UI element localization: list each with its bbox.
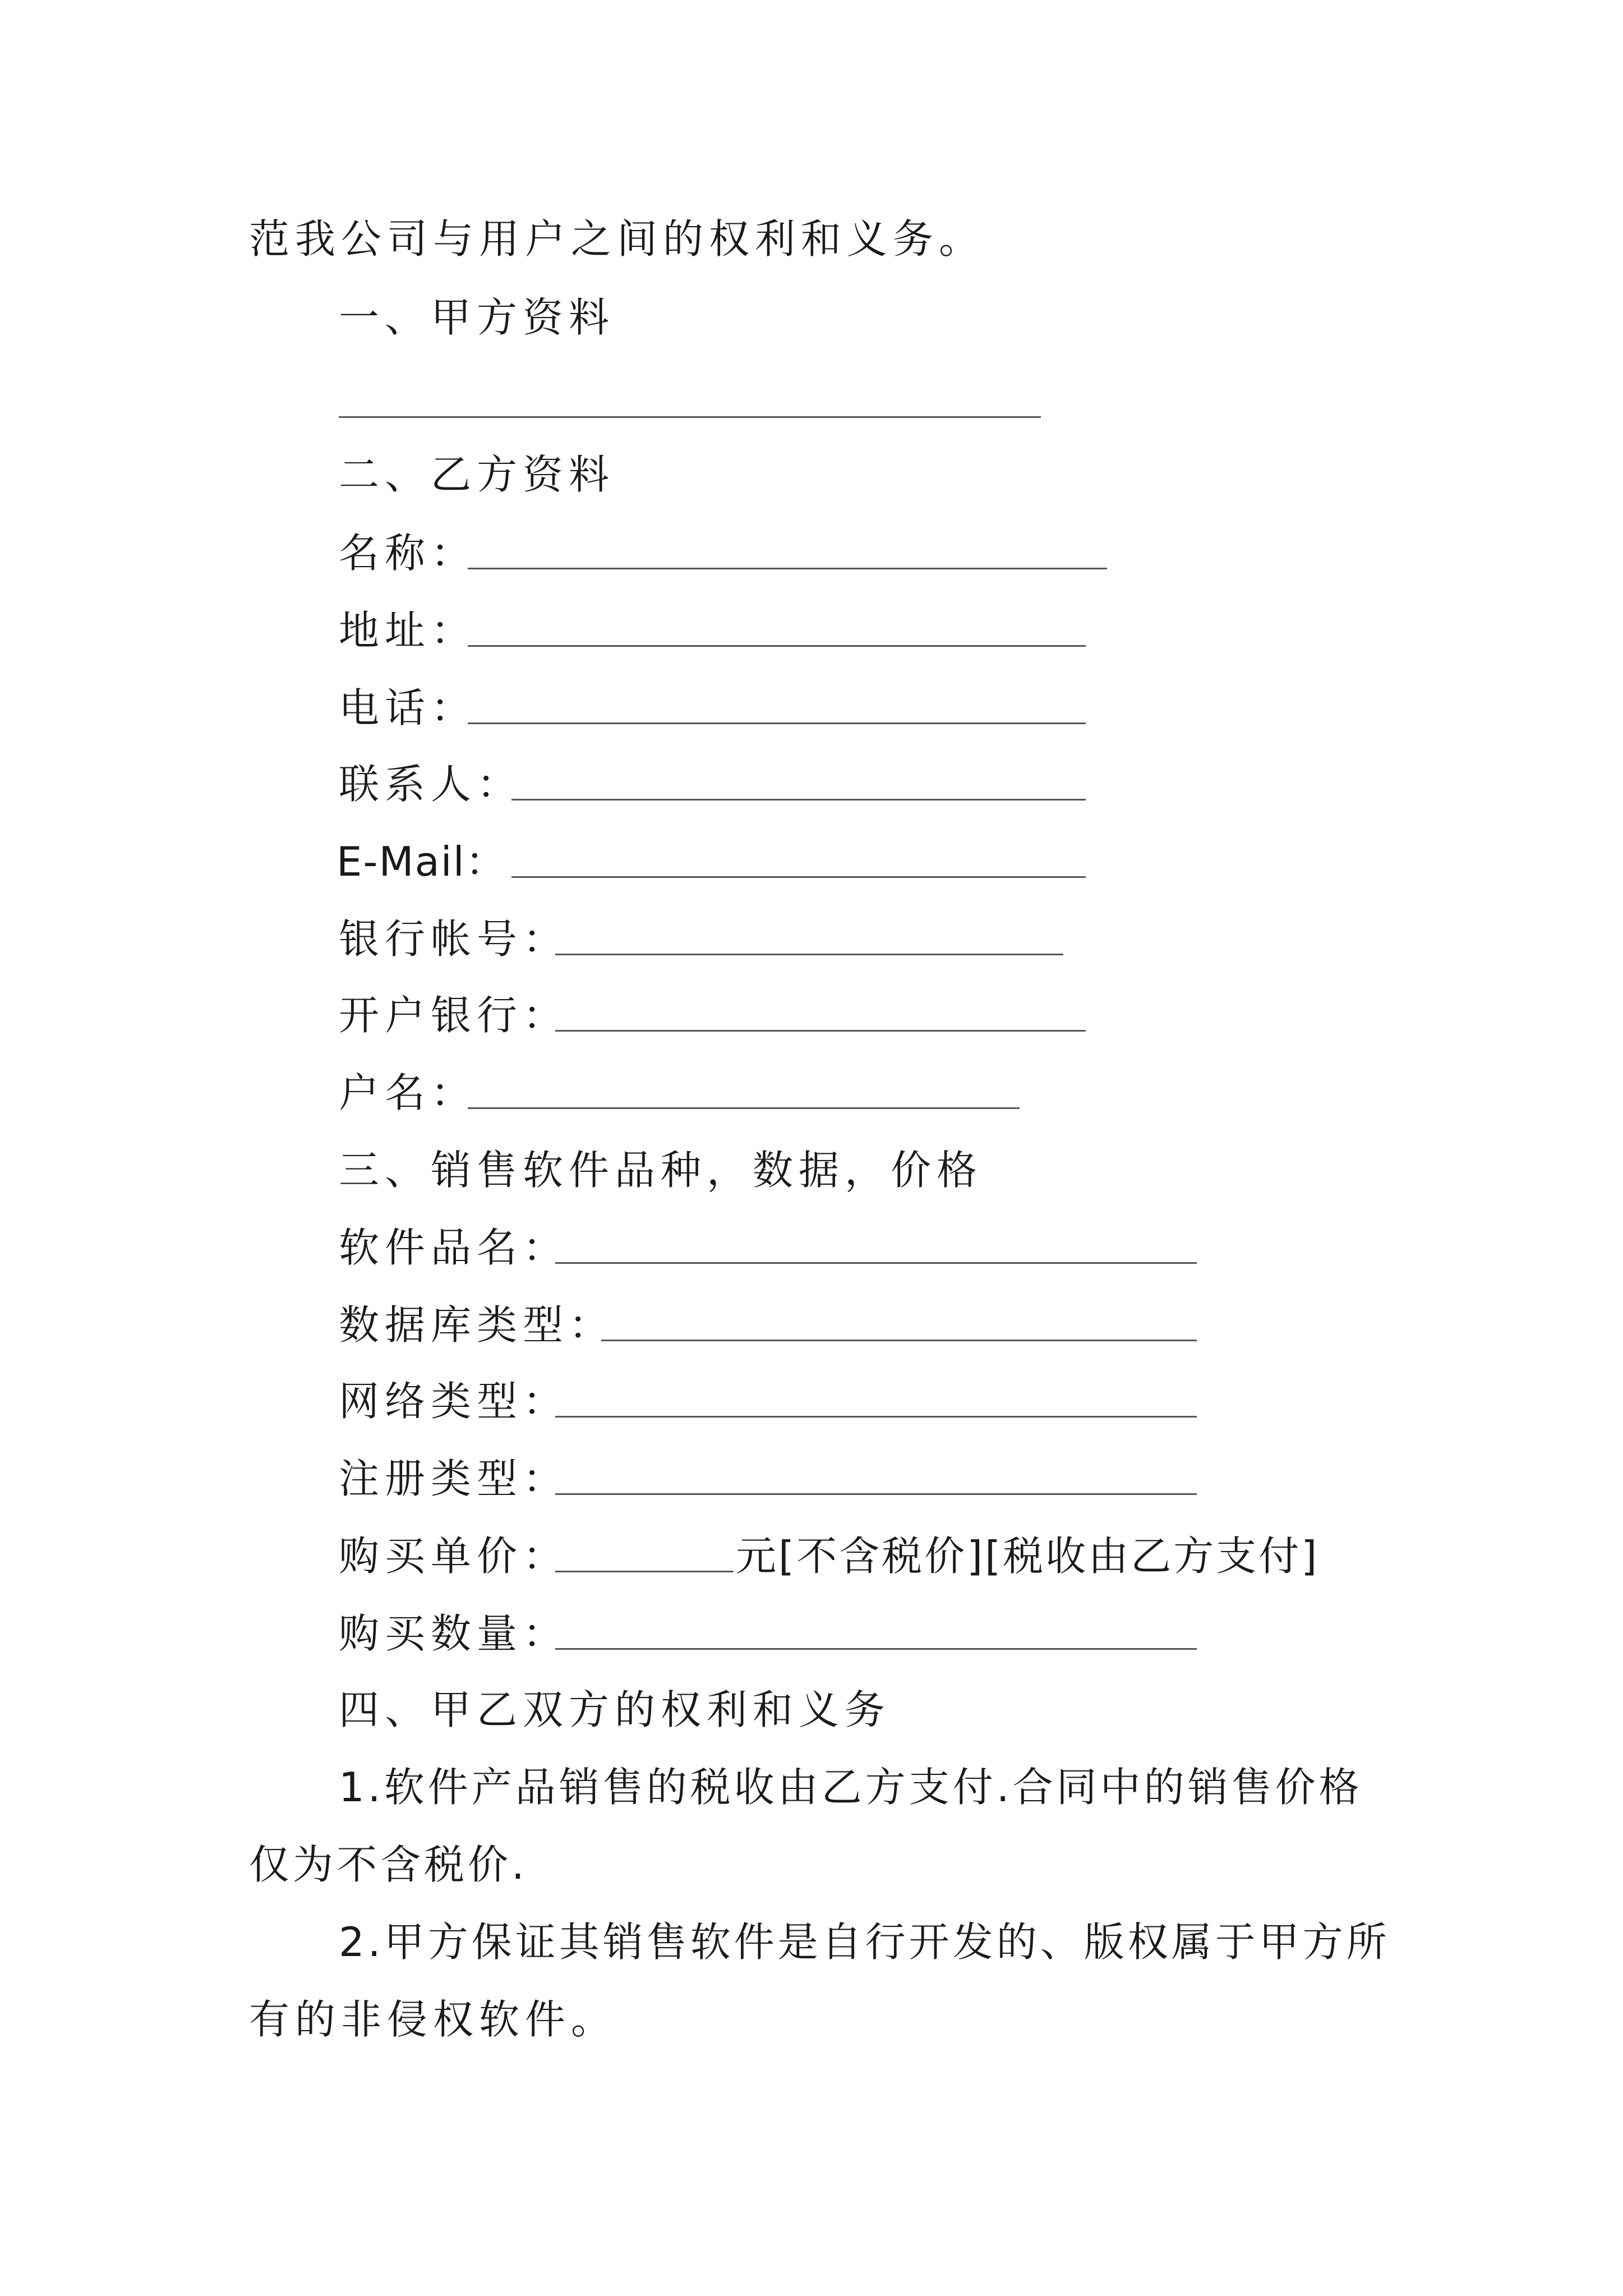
bank-label: 开户银行： bbox=[339, 992, 569, 1039]
quantity-label: 购买数量： bbox=[339, 1610, 569, 1657]
address-label: 地址： bbox=[339, 607, 477, 654]
email-blank[interactable] bbox=[511, 876, 1086, 878]
account-name-blank[interactable] bbox=[468, 1107, 1020, 1109]
section4-heading: 四、甲乙双方的权利和义务 bbox=[339, 1686, 891, 1733]
software-name-label: 软件品名： bbox=[339, 1224, 569, 1271]
account-name-label: 户名： bbox=[339, 1069, 477, 1116]
bank-account-blank[interactable] bbox=[555, 954, 1063, 955]
item1-line1: 1.软件产品销售的税收由乙方支付.合同中的销售价格 bbox=[339, 1764, 1363, 1811]
bank-blank[interactable] bbox=[555, 1030, 1086, 1032]
email-label: E-Mail： bbox=[336, 838, 507, 885]
db-type-label: 数据库类型： bbox=[339, 1301, 615, 1349]
bank-account-label: 银行帐号： bbox=[339, 915, 569, 963]
contact-blank[interactable] bbox=[511, 799, 1086, 800]
network-type-label: 网络类型： bbox=[339, 1378, 569, 1425]
network-type-blank[interactable] bbox=[555, 1416, 1197, 1418]
reg-type-label: 注册类型： bbox=[339, 1455, 569, 1502]
item2-line1: 2.甲方保证其销售软件是自行开发的、版权属于甲方所 bbox=[339, 1918, 1390, 1966]
intro-tail: 范我公司与用户之间的权利和义务。 bbox=[249, 215, 985, 263]
party-a-blank[interactable] bbox=[339, 416, 1041, 418]
name-label: 名称： bbox=[339, 530, 477, 577]
software-name-blank[interactable] bbox=[555, 1262, 1197, 1264]
db-type-blank[interactable] bbox=[601, 1340, 1197, 1341]
unit-price-blank[interactable] bbox=[555, 1571, 734, 1572]
unit-price-label: 购买单价： bbox=[339, 1533, 569, 1580]
phone-blank[interactable] bbox=[468, 723, 1086, 724]
section2-heading: 二、乙方资料 bbox=[339, 451, 615, 498]
contact-label: 联系人： bbox=[339, 761, 523, 808]
section3-heading: 三、销售软件品种，数据，价格 bbox=[339, 1147, 983, 1194]
phone-label: 电话： bbox=[339, 684, 477, 731]
address-blank[interactable] bbox=[468, 645, 1086, 647]
unit-price-suffix: 元[不含税价][税收由乙方支付] bbox=[736, 1533, 1320, 1580]
section1-heading: 一、甲方资料 bbox=[339, 294, 615, 341]
item2-line2: 有的非侵权软件。 bbox=[249, 1996, 617, 2043]
name-blank[interactable] bbox=[468, 568, 1107, 569]
item1-line2: 仅为不含税价. bbox=[249, 1841, 528, 1888]
reg-type-blank[interactable] bbox=[555, 1493, 1197, 1495]
quantity-blank[interactable] bbox=[555, 1648, 1197, 1650]
